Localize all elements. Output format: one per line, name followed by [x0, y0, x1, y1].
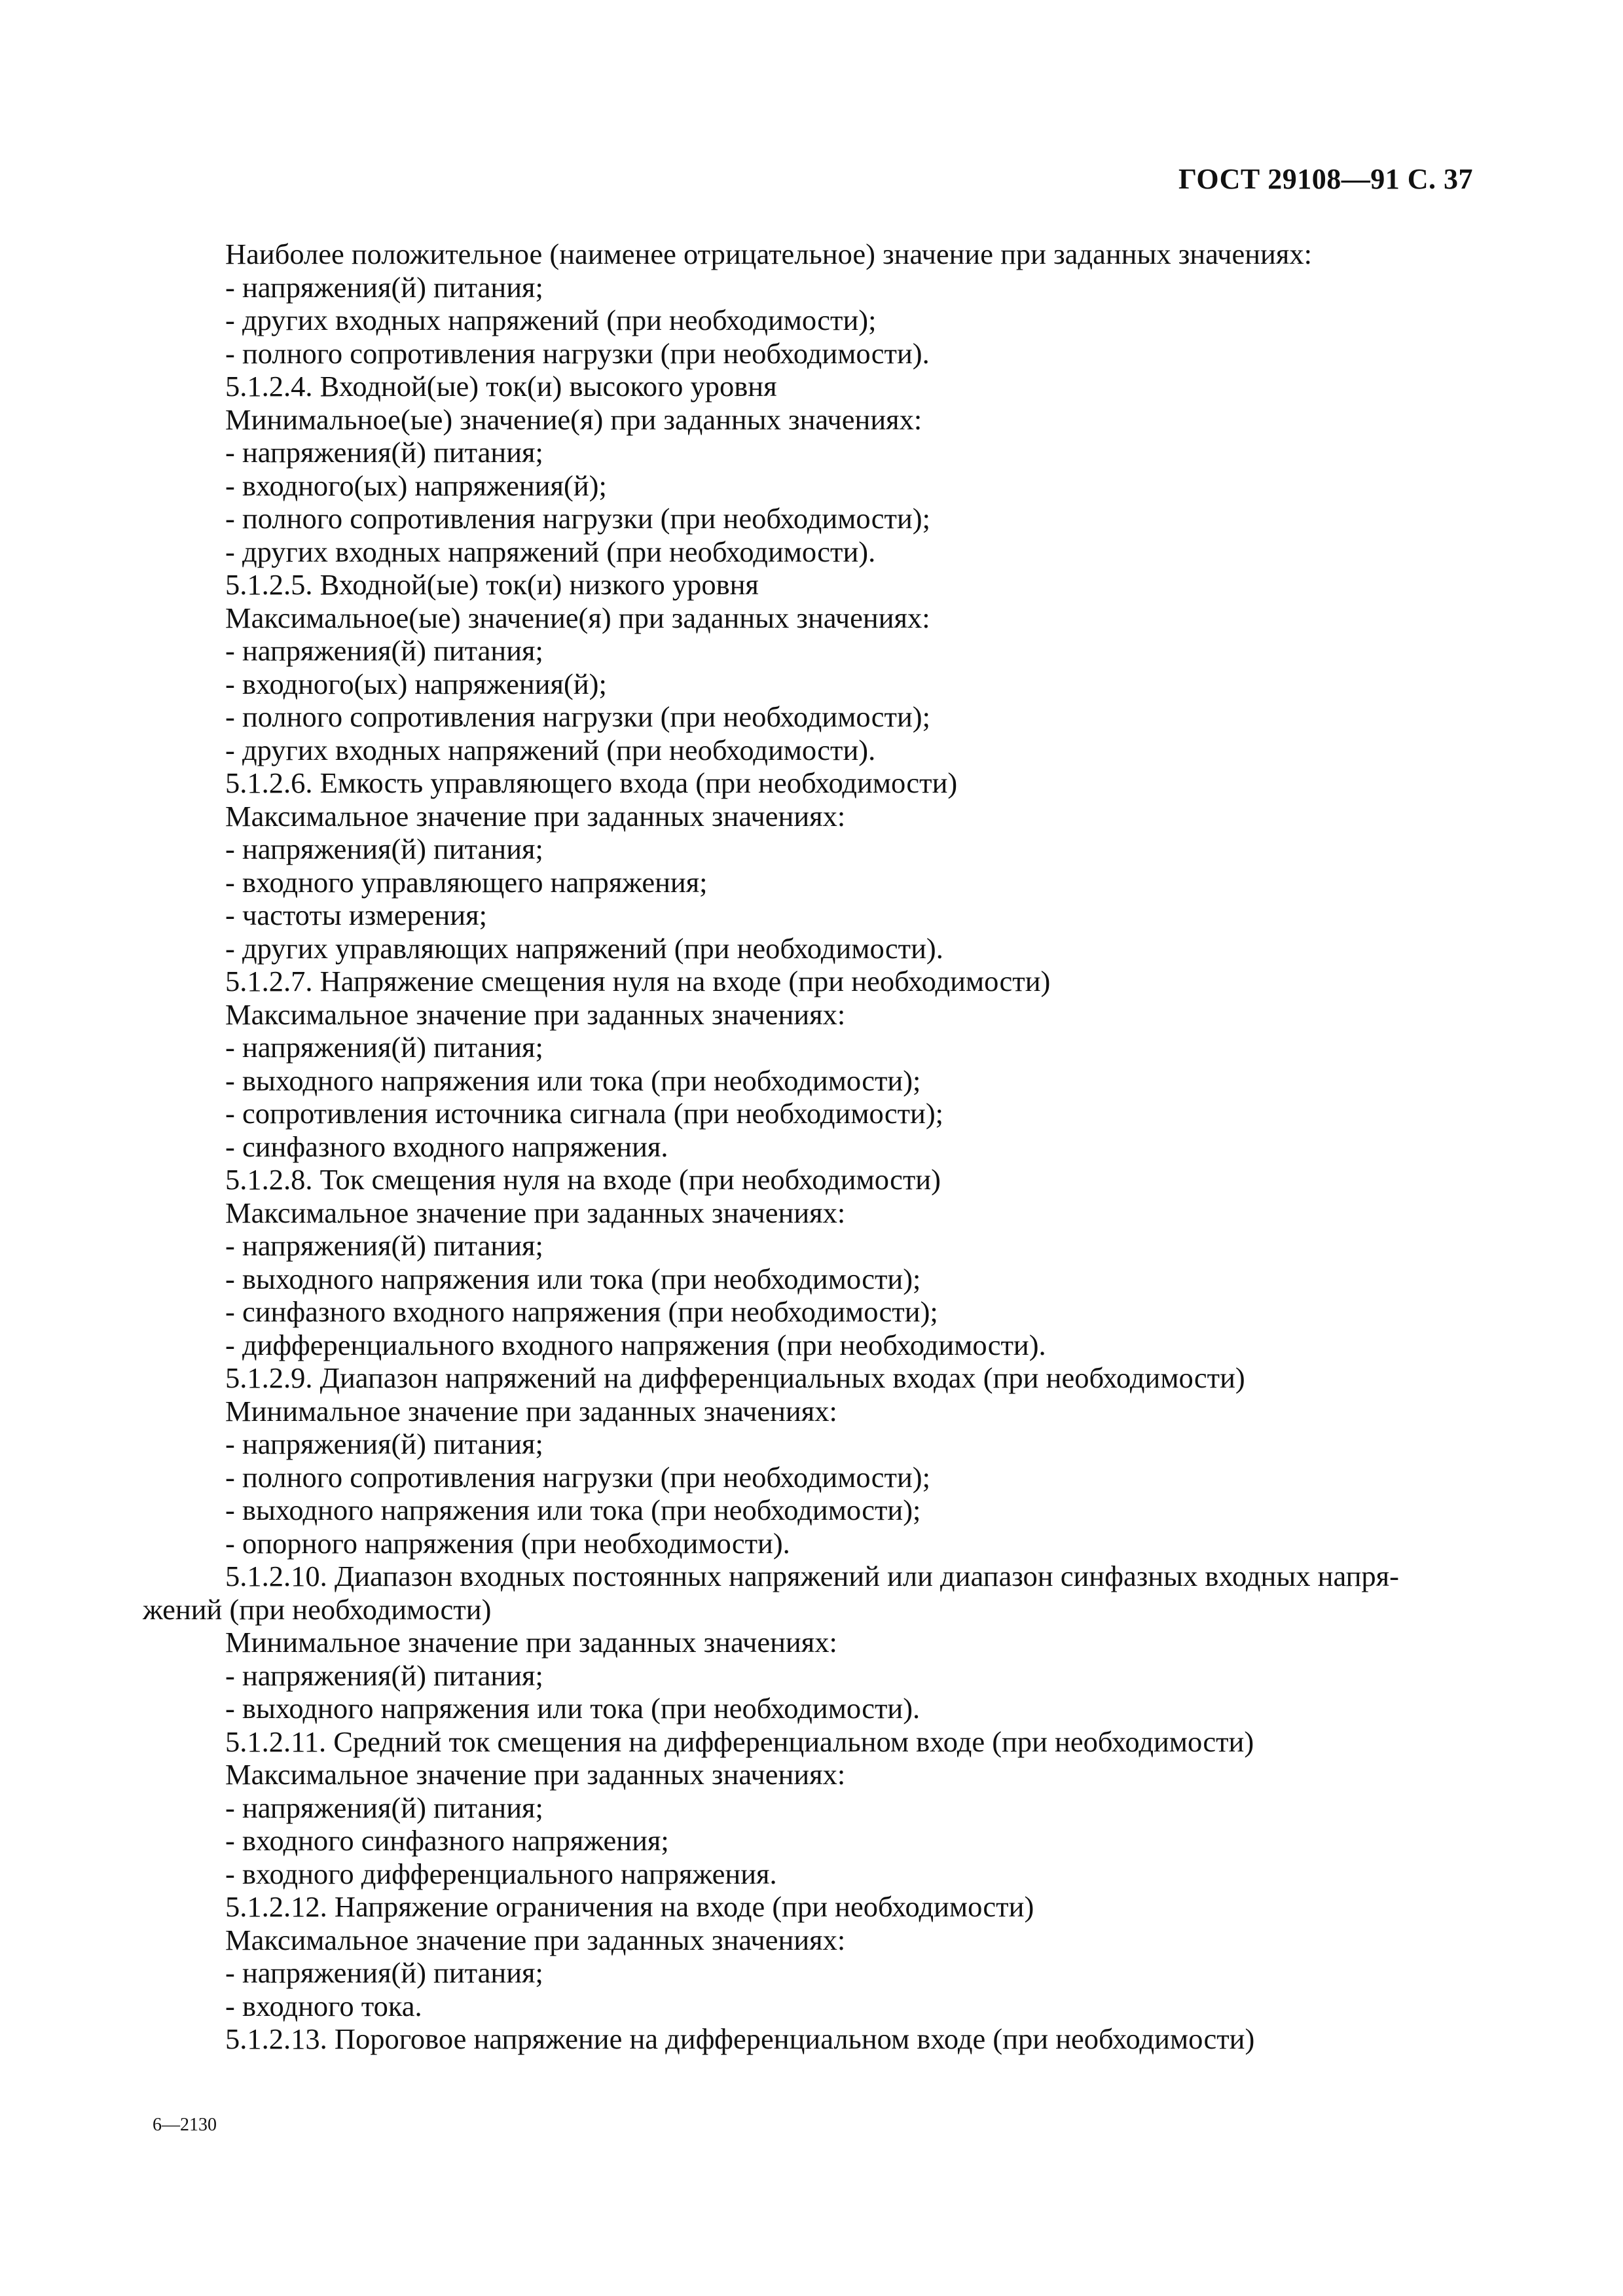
- text-line: Максимальное значение при заданных значениях:: [225, 1923, 846, 1956]
- text-line: - входного синфазного напряжения;: [225, 1824, 669, 1857]
- text-line: - выходного напряжения или тока (при необходимости);: [225, 1064, 921, 1097]
- text-line: - синфазного входного напряжения (при необходимости);: [225, 1295, 938, 1328]
- text-line: - напряжения(й) питания;: [225, 1229, 543, 1262]
- text-line: - напряжения(й) питания;: [225, 1659, 543, 1692]
- text-line: жений (при необходимости): [143, 1592, 492, 1626]
- text-line: - напряжения(й) питания;: [225, 1791, 543, 1824]
- text-line: - опорного напряжения (при необходимости).: [225, 1526, 790, 1560]
- text-line: - сопротивления источника сигнала (при необходимости);: [225, 1097, 944, 1130]
- text-line: - других входных напряжений (при необходимости).: [225, 733, 876, 766]
- text-line: - напряжения(й) питания;: [225, 833, 543, 865]
- text-line: 5.1.2.5. Входной(ые) ток(и) низкого уровня: [225, 568, 759, 601]
- document-body: [143, 238, 1472, 2056]
- text-line: - выходного напряжения или тока (при необходимости);: [225, 1494, 921, 1526]
- text-line: 5.1.2.11. Средний ток смещения на дифференциальном входе (при необходимости): [225, 1725, 1254, 1758]
- text-line: Наиболее положительное (наименее отрицательное) значение при заданных значениях:: [225, 238, 1312, 270]
- text-line: - напряжения(й) питания;: [225, 634, 543, 667]
- text-line: - частоты измерения;: [225, 899, 487, 931]
- text-line: - напряжения(й) питания;: [225, 1031, 543, 1064]
- text-line: - напряжения(й) питания;: [225, 270, 543, 304]
- text-line: - дифференциального входного напряжения (при необходимости).: [225, 1328, 1046, 1361]
- text-line: Максимальное значение при заданных значениях:: [225, 1758, 846, 1791]
- page-header: ГОСТ 29108—91 С. 37: [1178, 163, 1473, 195]
- text-line: 5.1.2.8. Ток смещения нуля на входе (при необходимости): [225, 1163, 941, 1196]
- text-line: - выходного напряжения или тока (при необходимости);: [225, 1262, 921, 1295]
- text-line: Минимальное значение при заданных значениях:: [225, 1626, 837, 1659]
- text-line: - других входных напряжений (при необходимости).: [225, 535, 876, 568]
- text-line: - напряжения(й) питания;: [225, 436, 543, 469]
- text-line: Минимальное значение при заданных значениях:: [225, 1394, 837, 1427]
- text-line: - выходного напряжения или тока (при необходимости).: [225, 1692, 921, 1725]
- text-line: 5.1.2.10. Диапазон входных постоянных напряжений или диапазон синфазных входных напря-: [225, 1560, 1399, 1592]
- text-line: - других входных напряжений (при необходимости);: [225, 304, 877, 336]
- text-line: - других управляющих напряжений (при необходимости).: [225, 931, 943, 965]
- text-line: - полного сопротивления нагрузки (при необходимости).: [225, 336, 930, 370]
- text-line: - полного сопротивления нагрузки (при необходимости);: [225, 1460, 930, 1494]
- text-line: Максимальное значение при заданных значениях:: [225, 1196, 846, 1229]
- text-line: Максимальное значение при заданных значениях:: [225, 997, 846, 1031]
- text-line: - полного сопротивления нагрузки (при необходимости);: [225, 502, 930, 535]
- text-line: 5.1.2.12. Напряжение ограничения на входе (при необходимости): [225, 1890, 1034, 1923]
- text-line: 5.1.2.13. Пороговое напряжение на дифференциальном входе (при необходимости): [225, 2022, 1255, 2055]
- text-line: - входного управляющего напряжения;: [225, 865, 708, 899]
- text-line: - входного(ых) напряжения(й);: [225, 469, 607, 502]
- text-line: Максимальное значение при заданных значениях:: [225, 799, 846, 833]
- text-line: 5.1.2.6. Емкость управляющего входа (при необходимости): [225, 766, 958, 799]
- text-line: Минимальное(ые) значение(я) при заданных значениях:: [225, 403, 922, 436]
- text-line: - напряжения(й) питания;: [225, 1956, 543, 1989]
- text-line: - входного тока.: [225, 1989, 422, 2022]
- text-line: 5.1.2.7. Напряжение смещения нуля на входе (при необходимости): [225, 965, 1051, 997]
- text-line: - синфазного входного напряжения.: [225, 1130, 668, 1163]
- text-line: - полного сопротивления нагрузки (при необходимости);: [225, 700, 930, 733]
- text-line: - входного(ых) напряжения(й);: [225, 667, 607, 700]
- text-line: - напряжения(й) питания;: [225, 1427, 543, 1460]
- text-line: Максимальное(ые) значение(я) при заданных значениях:: [225, 601, 930, 634]
- text-line: 5.1.2.4. Входной(ые) ток(и) высокого уровня: [225, 370, 777, 403]
- text-line: 5.1.2.9. Диапазон напряжений на дифференциальных входах (при необходимости): [225, 1361, 1245, 1394]
- text-line: - входного дифференциального напряжения.: [225, 1857, 777, 1890]
- sheet-mark: 6—2130: [153, 2115, 217, 2135]
